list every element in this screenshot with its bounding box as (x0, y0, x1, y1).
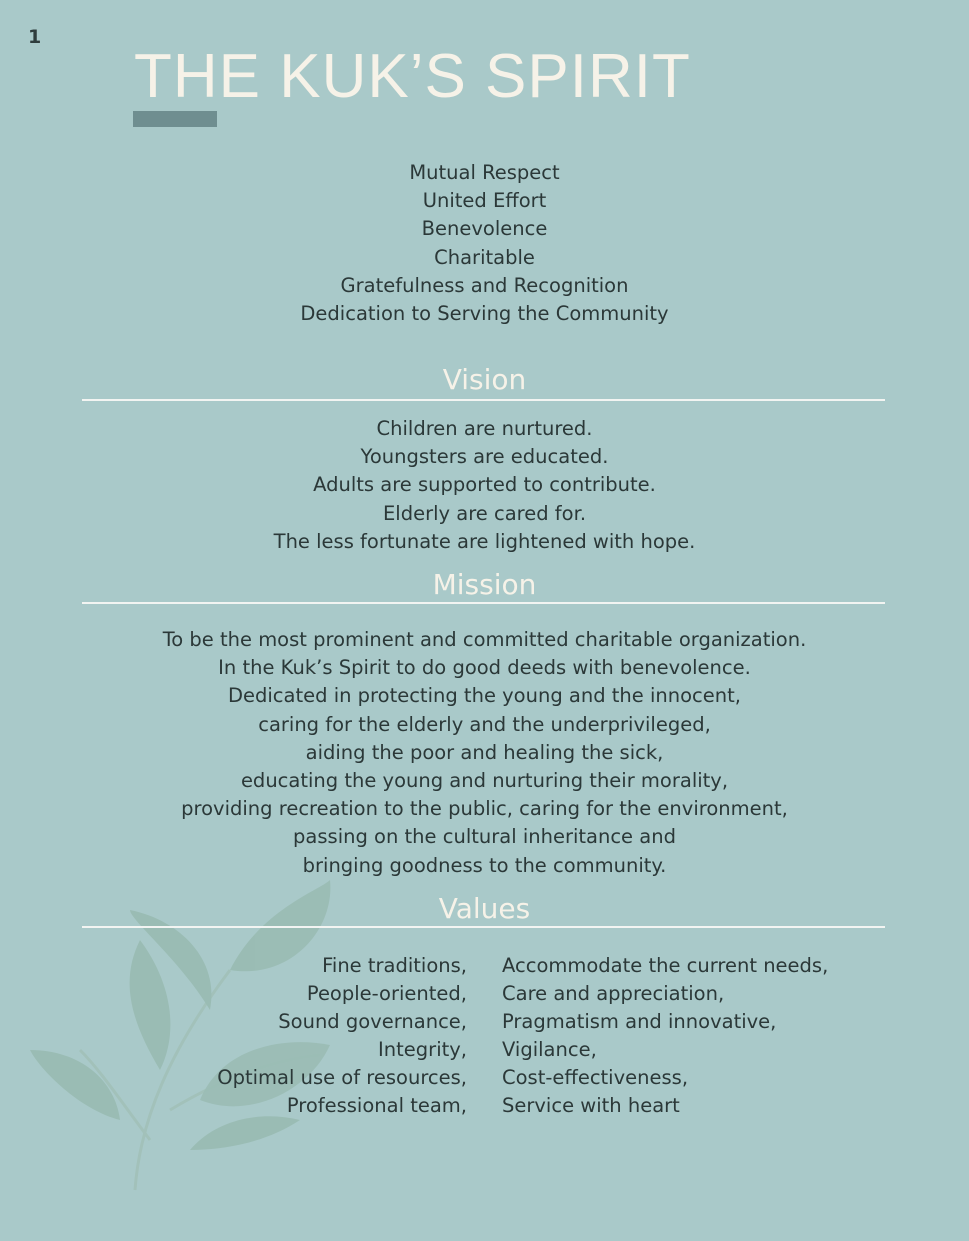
mission-line: caring for the elderly and the underprivileged, (258, 712, 711, 736)
value-item: Optimal use of resources, (217, 1066, 467, 1090)
vision-line: Youngsters are educated. (360, 445, 609, 469)
mission-text (0, 626, 969, 880)
spirit-item: Dedication to Serving the Community (300, 302, 669, 326)
mission-line: Dedicated in protecting the young and the innocent, (228, 684, 741, 708)
mission-line: aiding the poor and healing the sick, (305, 740, 664, 764)
values-heading: Values (438, 892, 531, 925)
mission-line: To be the most prominent and committed charitable organization. (162, 628, 807, 651)
values-left-column (217, 952, 467, 1121)
spirit-item: Charitable (434, 245, 535, 269)
mission-line: bringing goodness to the community. (302, 853, 667, 877)
vision-text (0, 415, 969, 556)
spirit-item: United Effort (422, 189, 547, 213)
value-item: People-oriented, (306, 982, 467, 1006)
mission-divider (82, 602, 885, 604)
values-divider (82, 926, 885, 928)
spirit-item: Mutual Respect (409, 161, 560, 184)
mission-heading: Mission (432, 568, 537, 601)
value-item: Care and appreciation, (502, 982, 725, 1006)
vision-line: The less fortunate are lightened with hope. (273, 529, 696, 553)
value-item: Accommodate the current needs, (502, 954, 829, 977)
spirit-list (0, 159, 969, 328)
value-item: Service with heart (502, 1094, 680, 1118)
value-item: Sound governance, (278, 1010, 467, 1034)
value-item: Integrity, (378, 1038, 467, 1062)
vision-line: Adults are supported to contribute. (313, 473, 656, 497)
mission-line: passing on the cultural inheritance and (293, 825, 676, 849)
value-item: Fine traditions, (322, 954, 467, 977)
vision-line: Elderly are cared for. (382, 501, 587, 525)
spirit-item: Benevolence (421, 217, 548, 241)
title-accent-bar (133, 111, 217, 127)
mission-line: providing recreation to the public, caring for the environment, (181, 797, 788, 821)
value-item: Vigilance, (502, 1038, 597, 1062)
mission-line: In the Kuk’s Spirit to do good deeds with benevolence. (218, 656, 751, 680)
values-right-column (502, 952, 828, 1121)
vision-heading: Vision (442, 363, 527, 396)
vision-line: Children are nurtured. (376, 417, 593, 440)
value-item: Professional team, (286, 1094, 467, 1118)
spirit-item: Gratefulness and Recognition (340, 273, 629, 297)
page-number: 1 (28, 26, 42, 48)
value-item: Cost-effectiveness, (502, 1066, 689, 1090)
mission-line: educating the young and nurturing their morality, (240, 769, 729, 793)
vision-divider (82, 399, 885, 401)
value-item: Pragmatism and innovative, (502, 1010, 777, 1034)
page-title: THE KUK’S SPIRIT (134, 42, 691, 111)
